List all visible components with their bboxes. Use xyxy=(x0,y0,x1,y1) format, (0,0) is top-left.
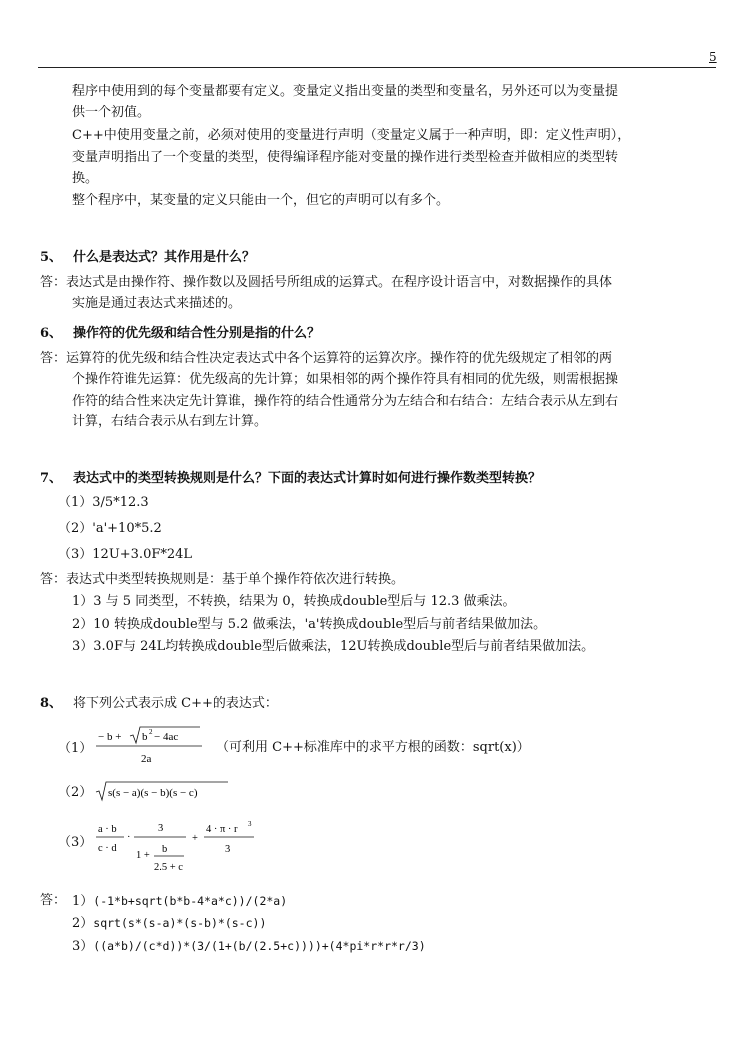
answer-label: 1） xyxy=(72,894,94,909)
f3-c-denominator: 2.5 + c xyxy=(154,862,183,873)
formula-note: （可利用 C++标准库中的求平方根的函数：sqrt(x)） xyxy=(216,740,530,755)
intro-line: C++中使用变量之前，必须对使用的变量进行声明（变量定义属于一种声明，即：定义性声明）， xyxy=(72,128,631,143)
f3-a-denominator: c · d xyxy=(98,843,117,854)
answer-line: 1）3 与 5 同类型，不转换，结果为 0，转换成double型后与 12.3 做乘法。 xyxy=(72,594,516,609)
question-text: 什么是表达式？其作用是什么？ xyxy=(73,250,256,265)
page-number: 5 xyxy=(709,50,717,64)
formula-3-graphic xyxy=(96,818,266,876)
formula-2 xyxy=(96,779,236,805)
answer-line: 作符的结合性来决定先计算谁，操作符的结合性通常分为左结合和右结合：左结合表示从左到右 xyxy=(72,394,619,409)
answer-line: 计算，右结合表示从右到左计算。 xyxy=(72,414,268,429)
answer-label: 2） xyxy=(72,916,94,931)
question-text: 表达式中的类型转换规则是什么？下面的表达式计算时如何进行操作数类型转换？ xyxy=(73,471,542,486)
formula-3 xyxy=(96,818,266,876)
answer-line: 实施是通过表达式来描述的。 xyxy=(72,296,242,311)
f3-plus: + xyxy=(192,833,198,844)
expression-item: （3）12U+3.0F*24L xyxy=(58,547,193,562)
f1-radicand-rest: − 4ac xyxy=(154,731,179,743)
answer-code: sqrt(s*(s-a)*(s-b)*(s-c)) xyxy=(93,916,267,930)
f3-b-numerator: 3 xyxy=(158,823,164,834)
intro-line: 变量声明指出了一个变量的类型，使得编译程序能对变量的操作进行类型检查并做相应的类型转 xyxy=(72,150,619,165)
answer-line: 个操作符谁先运算：优先级高的先计算；如果相邻的两个操作符具有相同的优先级，则需根据操 xyxy=(72,372,619,387)
question-number: 8、 xyxy=(40,696,63,711)
f2-radicand: s(s − a)(s − b)(s − c) xyxy=(108,787,198,799)
f1-radicand: b xyxy=(142,731,148,743)
answer-line: 答：表达式是由操作符、操作数以及圆括号所组成的运算式。在程序设计语言中，对数据操作的具体 xyxy=(40,275,613,290)
answer-line: 2）10 转换成double型与 5.2 做乘法，'a'转换成double型后与前者结果做加法。 xyxy=(72,617,547,632)
formula-label: （2） xyxy=(58,785,93,800)
question-number: 7、 xyxy=(40,471,63,486)
answer-code: ((a*b)/(c*d))*(3/(1+(b/(2.5+c))))+(4*pi*r*r*r/3) xyxy=(93,939,426,953)
formula-label: （3） xyxy=(58,835,93,850)
answer-code-line xyxy=(72,892,287,911)
f3-d-exponent: 3 xyxy=(248,820,252,828)
answer-line: 答：运算符的优先级和结合性决定表达式中各个运算符的运算次序。操作符的优先级规定了相邻的两 xyxy=(40,351,613,366)
expression-item: （1）3/5*12.3 xyxy=(58,495,149,510)
formula-1-graphic xyxy=(96,724,206,772)
f3-d-numerator: 4 · π · r xyxy=(206,824,238,835)
answer-code-line xyxy=(72,937,426,956)
answer-line: 答：表达式中类型转换规则是：基于单个操作符依次进行转换。 xyxy=(40,572,405,587)
f3-c-numerator: b xyxy=(162,844,168,855)
question-text: 将下列公式表示成 C++的表达式： xyxy=(73,696,278,711)
f3-d-denominator: 3 xyxy=(225,844,231,855)
expression-item: （2）'a'+10*5.2 xyxy=(58,521,162,536)
answer-code: (-1*b+sqrt(b*b-4*a*c))/(2*a) xyxy=(93,894,288,908)
formula-label: （1） xyxy=(58,741,93,756)
intro-line: 换。 xyxy=(72,171,99,186)
f3-a-numerator: a · b xyxy=(98,824,117,835)
question-number: 5、 xyxy=(40,250,63,265)
answer-prefix: 答： xyxy=(40,893,67,908)
answer-code-line xyxy=(72,914,266,933)
answer-label: 3） xyxy=(72,939,94,954)
question-text: 操作符的优先级和结合性分别是指的什么？ xyxy=(73,326,321,341)
question-number: 6、 xyxy=(40,326,63,341)
intro-line: 程序中使用到的每个变量都要有定义。变量定义指出变量的类型和变量名，另外还可以为变量提 xyxy=(72,84,619,99)
formula-2-graphic xyxy=(96,779,236,805)
f1-denominator: 2a xyxy=(141,753,152,765)
intro-line: 整个程序中，某变量的定义只能由一个，但它的声明可以有多个。 xyxy=(72,193,450,208)
intro-line: 供一个初值。 xyxy=(72,105,151,120)
f1-numerator-prefix: − b + xyxy=(98,731,122,743)
f1-exponent: 2 xyxy=(149,728,153,736)
answer-line: 3）3.0F与 24L均转换成double型后做乘法，12U转换成double型后与前者结果做加法。 xyxy=(72,639,595,654)
f3-b-denominator-prefix: 1 + xyxy=(136,850,150,861)
f3-dot: · xyxy=(127,832,131,843)
header-rule xyxy=(38,67,716,68)
formula-1 xyxy=(96,724,206,772)
